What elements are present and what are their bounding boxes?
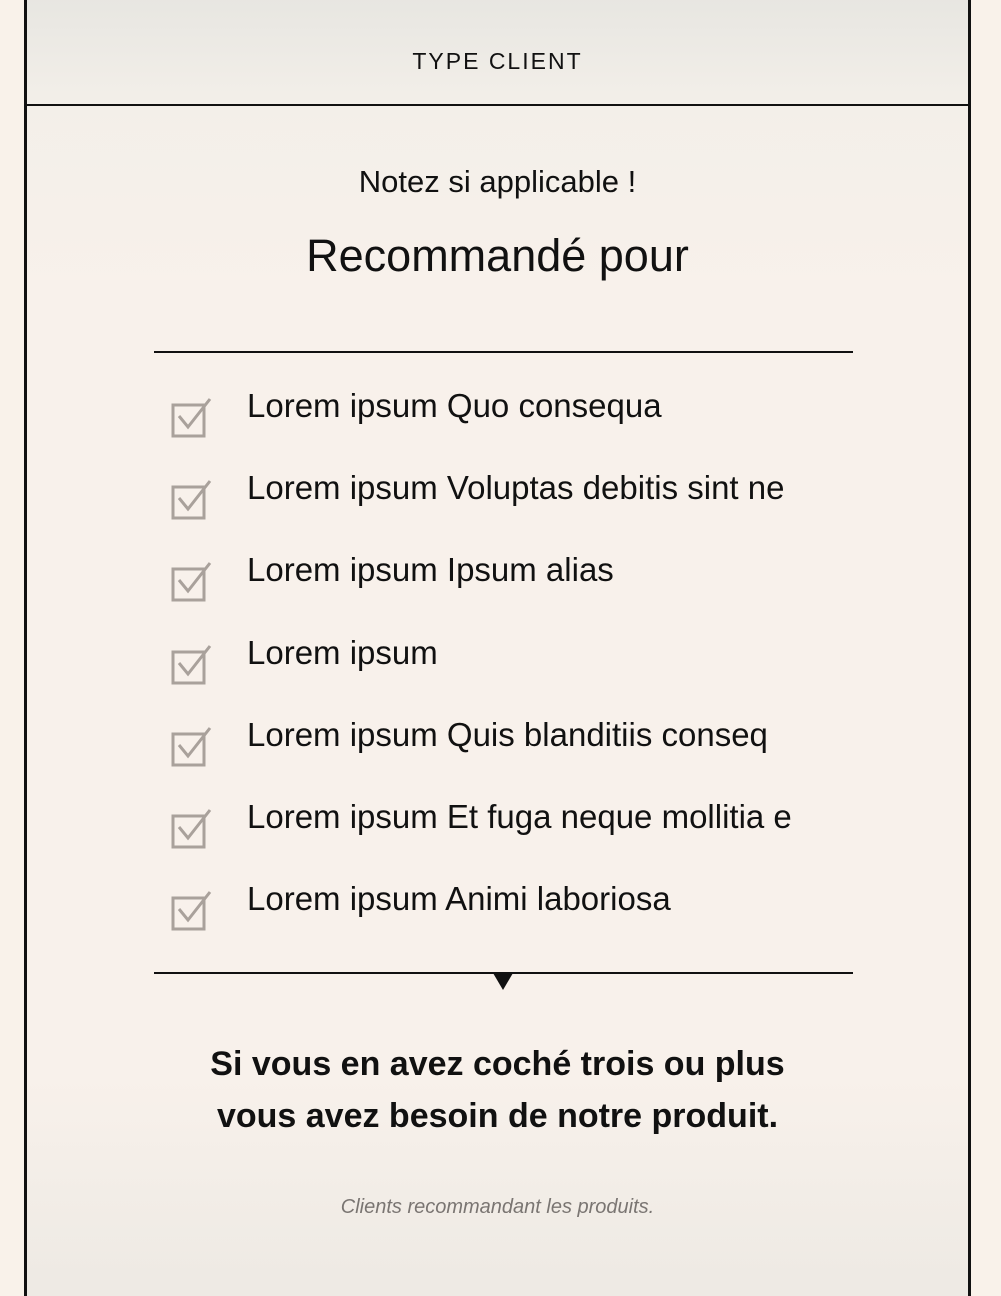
- list-item-label: Lorem ipsum Et fuga neque mollitia e: [247, 797, 792, 835]
- cta-line-2: vous avez besoin de notre produit.: [216, 1097, 779, 1135]
- checked-box-icon[interactable]: [167, 476, 215, 524]
- list-item[interactable]: [167, 879, 867, 961]
- checked-box-icon[interactable]: [167, 805, 215, 853]
- list-item[interactable]: [167, 633, 867, 715]
- checked-box-icon[interactable]: [167, 394, 215, 442]
- checked-box-icon[interactable]: [167, 641, 215, 689]
- list-item[interactable]: [167, 386, 867, 468]
- triangle-down-icon: [493, 973, 513, 990]
- list-item-label: Lorem ipsum Quis blanditiis conseq: [247, 715, 768, 753]
- recommendation-list: [167, 386, 867, 961]
- checked-box-icon[interactable]: [167, 723, 215, 771]
- call-to-action: [27, 1038, 968, 1142]
- list-item[interactable]: [167, 797, 867, 879]
- list-item-label: Lorem ipsum Animi laboriosa: [247, 880, 671, 918]
- list-item-label: Lorem ipsum Quo consequa: [247, 387, 662, 424]
- checked-box-icon[interactable]: [167, 887, 215, 935]
- card-header: [27, 0, 968, 106]
- list-item-label: Lorem ipsum Voluptas debitis sint ne: [247, 469, 785, 507]
- intro-kicker: Notez si applicable !: [358, 164, 637, 199]
- checked-box-icon[interactable]: [167, 558, 215, 606]
- page-title: Recommandé pour: [306, 230, 689, 281]
- top-divider: [154, 351, 853, 353]
- client-type-card: [24, 0, 971, 1296]
- list-item[interactable]: [167, 715, 867, 797]
- list-item-label: Lorem ipsum Ipsum alias: [247, 551, 614, 589]
- cta-line-1: Si vous en avez coché trois ou plus: [210, 1045, 785, 1083]
- list-item[interactable]: [167, 468, 867, 550]
- list-item-label: Lorem ipsum: [247, 633, 438, 671]
- list-item[interactable]: [167, 550, 867, 632]
- header-title: TYPE CLIENT: [412, 48, 583, 74]
- footer-caption: Clients recommandant les produits.: [340, 1196, 655, 1218]
